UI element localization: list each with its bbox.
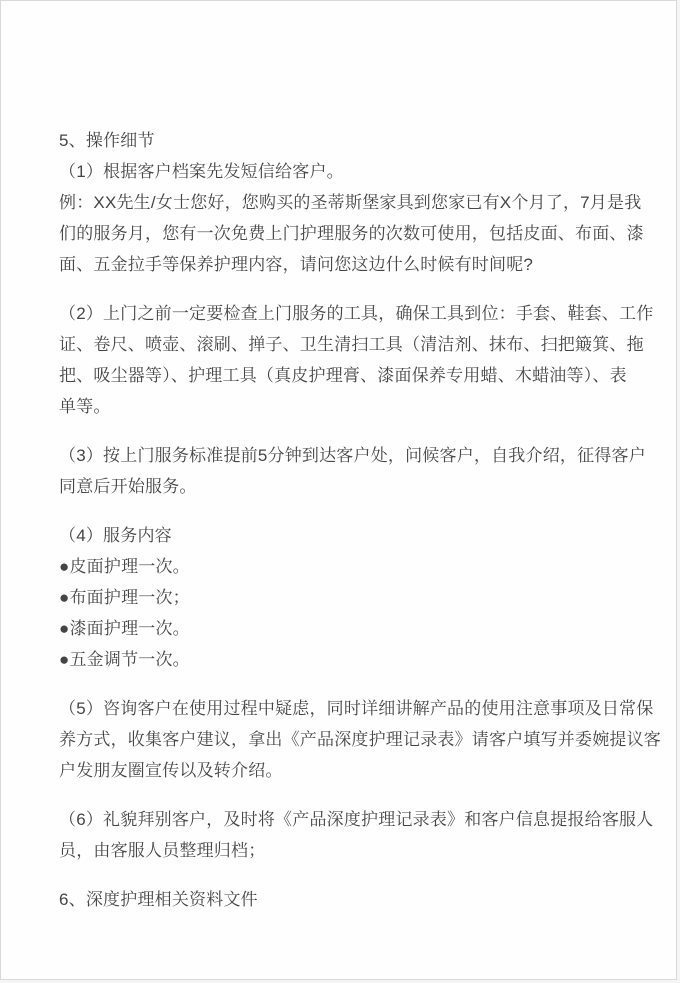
text-line: （4）服务内容 xyxy=(59,526,172,545)
text-line: 单等。 xyxy=(59,397,111,416)
text-line: 证、卷尺、喷壶、滚刷、掸子、卫生清扫工具（清洁剂、抹布、扫把簸箕、拖 xyxy=(59,335,644,354)
text-line: 户发朋友圈宣传以及转介绍。 xyxy=(59,761,283,780)
text-line: 把、吸尘器等）、护理工具（真皮护理膏、漆面保养专用蜡、木蜡油等）、表 xyxy=(59,366,627,385)
text-line: 们的服务月，您有一次免费上门护理服务的次数可使用，包括皮面、布面、漆 xyxy=(59,224,644,243)
text-line: 养方式，收集客户建议，拿出《产品深度护理记录表》请客户填写并委婉提议客 xyxy=(59,730,661,749)
section-6-heading xyxy=(59,884,636,915)
text-line: （6）礼貌拜别客户，及时将《产品深度护理记录表》和客户信息提报给客服人 xyxy=(59,810,654,829)
text-line: 员，由客服人员整理归档； xyxy=(59,841,266,860)
text-line: 6、深度护理相关资料文件 xyxy=(59,890,258,909)
text-line: （2）上门之前一定要检查上门服务的工具，确保工具到位：手套、鞋套、工作 xyxy=(59,304,654,323)
bullet-list-item: ●五金调节一次。 xyxy=(59,650,190,669)
bullet-list-item: ●漆面护理一次。 xyxy=(59,619,190,638)
text-line: （5）咨询客户在使用过程中疑虑，同时详细讲解产品的使用注意事项及日常保 xyxy=(59,699,654,718)
item-2-paragraph xyxy=(59,298,654,422)
text-line: （1）根据客户档案先发短信给客户。 xyxy=(59,162,344,181)
item-3-paragraph xyxy=(59,440,646,502)
item-4-paragraph xyxy=(59,520,636,675)
item-5-paragraph xyxy=(59,693,661,786)
document-blocks xyxy=(1,1,676,915)
section-5-heading xyxy=(59,125,636,156)
item-6-paragraph xyxy=(59,804,654,866)
text-line: （3）按上门服务标准提前5分钟到达客户处，问候客户，自我介绍，征得客户 xyxy=(59,446,646,465)
text-line: 例：XX先生/女士您好，您购买的圣蒂斯堡家具到您家已有X个月了，7月是我 xyxy=(59,193,642,212)
item-1-paragraph xyxy=(59,156,644,280)
text-line: 同意后开始服务。 xyxy=(59,477,197,496)
text-line: 5、操作细节 xyxy=(59,131,155,150)
bullet-list-item: ●皮面护理一次。 xyxy=(59,557,190,576)
bullet-list-item: ●布面护理一次； xyxy=(59,588,190,607)
text-line: 面、五金拉手等保养护理内容，请问您这边什么时候有时间呢? xyxy=(59,255,534,274)
